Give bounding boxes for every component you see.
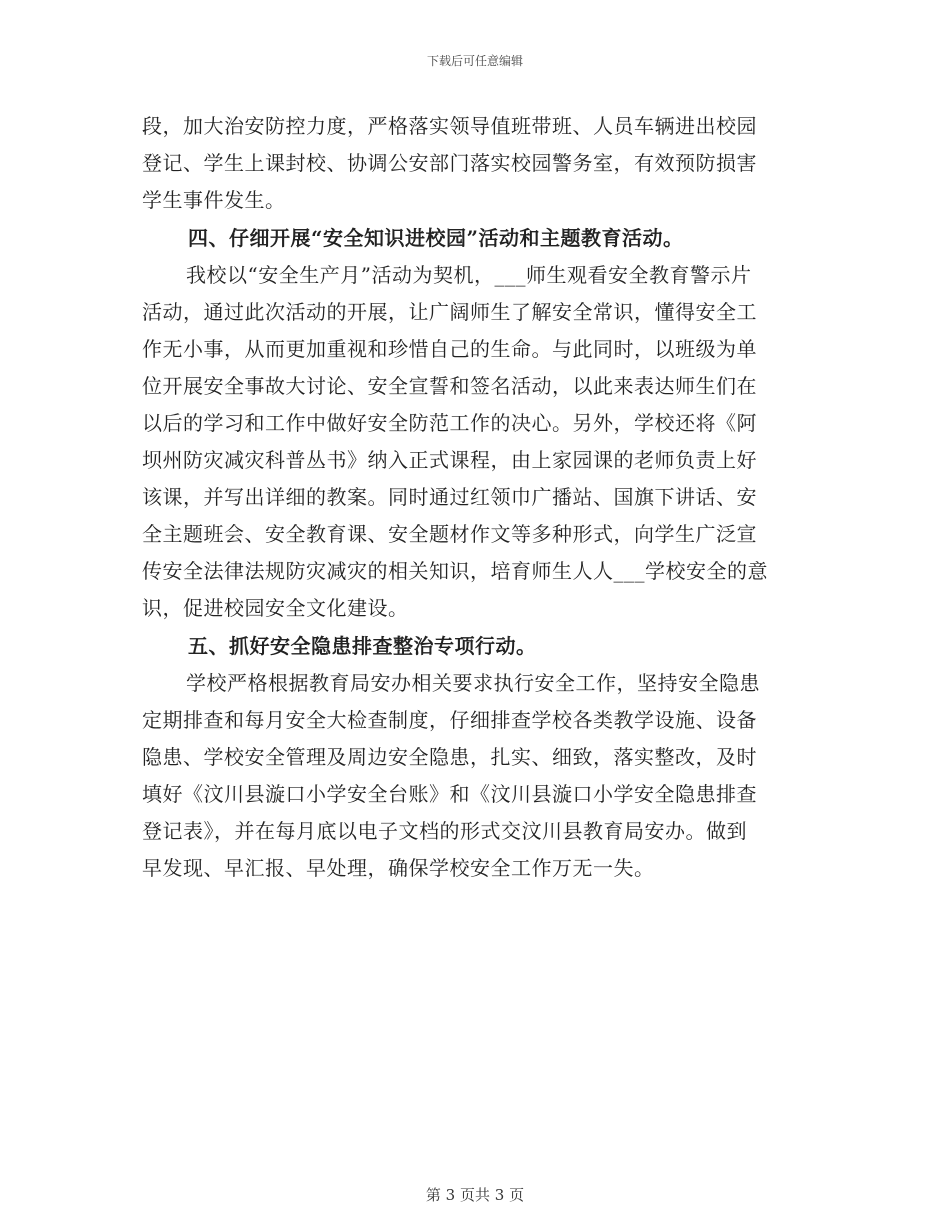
body-line: 学生事件发生。: [142, 188, 286, 212]
body-line: 坝州防灾减灾科普丛书》纳入正式课程，由上家园课的老师负责上好: [142, 448, 757, 472]
body-line: 段，加大治安防控力度，严格落实领导值班带班、人员车辆进出校园: [142, 114, 757, 138]
body-line: 定期排查和每月安全大检查制度，仔细排查学校各类教学设施、设备: [142, 708, 757, 732]
body-line: 作无小事，从而更加重视和珍惜自己的生命。与此同时，以班级为单: [142, 337, 757, 361]
section-heading: 四、仔细开展“安全知识进校园”活动和主题教育活动。: [188, 226, 684, 250]
body-line: 全主题班会、安全教育课、安全题材作文等多种形式，向学生广泛宣: [142, 522, 757, 546]
body-line: 隐患、学校安全管理及周边安全隐患，扎实、细致，落实整改，及时: [142, 745, 757, 769]
body-line: 早发现、早汇报、早处理，确保学校安全工作万无一失。: [142, 856, 655, 880]
body-line: 传安全法律法规防灾减灾的相关知识，培育师生人人___学校安全的意: [142, 559, 768, 583]
section-heading: 五、抓好安全隐患排查整治专项行动。: [188, 634, 537, 658]
body-line: 位开展安全事故大讨论、安全宣誓和签名活动，以此来表达师生们在: [142, 374, 757, 398]
body-line: 识，促进校园安全文化建设。: [142, 596, 409, 620]
body-line: 填好《汶川县漩口小学安全台账》和《汶川县漩口小学安全隐患排查: [142, 782, 757, 806]
body-line: 登记、学生上课封校、协调公安部门落实校园警务室，有效预防损害: [142, 151, 757, 175]
body-line: 活动，通过此次活动的开展，让广阔师生了解安全常识，懂得安全工: [142, 300, 757, 324]
body-line: 该课，并写出详细的教案。同时通过红领巾广播站、国旗下讲话、安: [142, 485, 757, 509]
body-line: 以后的学习和工作中做好安全防范工作的决心。另外，学校还将《阿: [142, 411, 757, 435]
paragraph-first-line: 我校以“安全生产月”活动为契机，___师生观看安全教育警示片: [186, 263, 752, 287]
paragraph-first-line: 学校严格根据教育局安办相关要求执行安全工作，坚持安全隐患: [186, 671, 760, 695]
page-header-note: 下载后可任意编辑: [426, 54, 523, 68]
body-line: 登记表》，并在每月底以电子文档的形式交汶川县教育局安办。做到: [142, 819, 747, 843]
page-number-footer: 第 3 页共 3 页: [425, 1186, 525, 1204]
document-body: [142, 108, 807, 887]
